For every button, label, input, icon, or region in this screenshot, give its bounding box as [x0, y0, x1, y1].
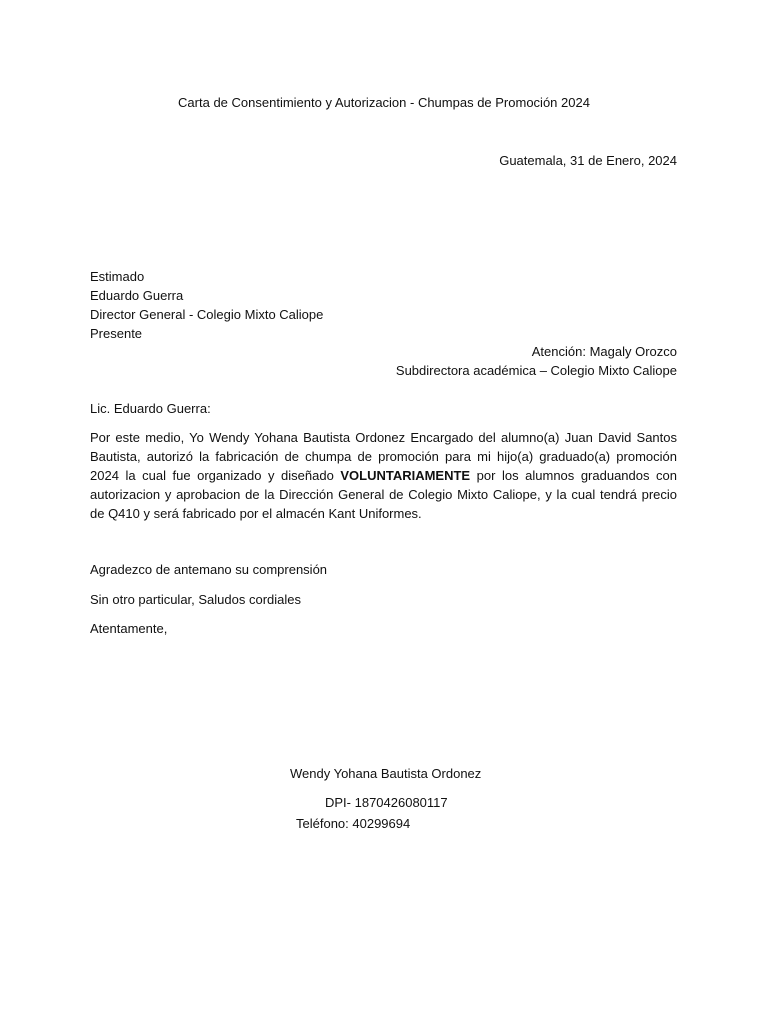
- sign-off: Atentamente,: [90, 621, 168, 636]
- body-text-part1: Por este medio, Yo Wendy Yohana Bautista Ordonez Encargado del alumno(a) Juan David Santos Bautista, autorizó la fabricación de chumpa de promoción para mi hijo(a) graduado(a) promoción 2024 la cual fue organizado y diseñado: [90, 430, 677, 483]
- body-text-emphasis: VOLUNTARIAMENTE: [340, 468, 471, 483]
- signature-dpi: DPI- 1870426080117: [325, 795, 448, 810]
- recipient-position: Director General - Colegio Mixto Caliope: [90, 307, 324, 322]
- attention-name: Atención: Magaly Orozco: [531, 344, 677, 359]
- signature-phone: Teléfono: 40299694: [296, 816, 411, 831]
- letter-date: Guatemala, 31 de Enero, 2024: [499, 153, 677, 168]
- body-text-part2: por los alumnos graduandos con autorizacion y aprobacion de la Dirección General de Colegio Mixto Caliope, y la cual tendrá precio de Q410 y será fabricado por el almacén Kant Uniformes.: [90, 468, 677, 521]
- attention-block: [396, 342, 677, 380]
- recipient-name: Eduardo Guerra: [90, 288, 184, 303]
- salutation: Lic. Eduardo Guerra:: [90, 401, 211, 416]
- body-paragraph: [90, 428, 677, 523]
- letter-title: Carta de Consentimiento y Autorizacion - Chumpas de Promoción 2024: [178, 95, 590, 110]
- recipient-greeting: Estimado: [90, 269, 145, 284]
- thanks-line: Agradezco de antemano su comprensión: [90, 562, 328, 577]
- closing-line: Sin otro particular, Saludos cordiales: [90, 592, 302, 607]
- attention-position: Subdirectora académica – Colegio Mixto Caliope: [395, 363, 677, 378]
- recipient-presente: Presente: [90, 326, 143, 341]
- signature-name: Wendy Yohana Bautista Ordonez: [290, 766, 482, 781]
- recipient-block: [90, 267, 323, 343]
